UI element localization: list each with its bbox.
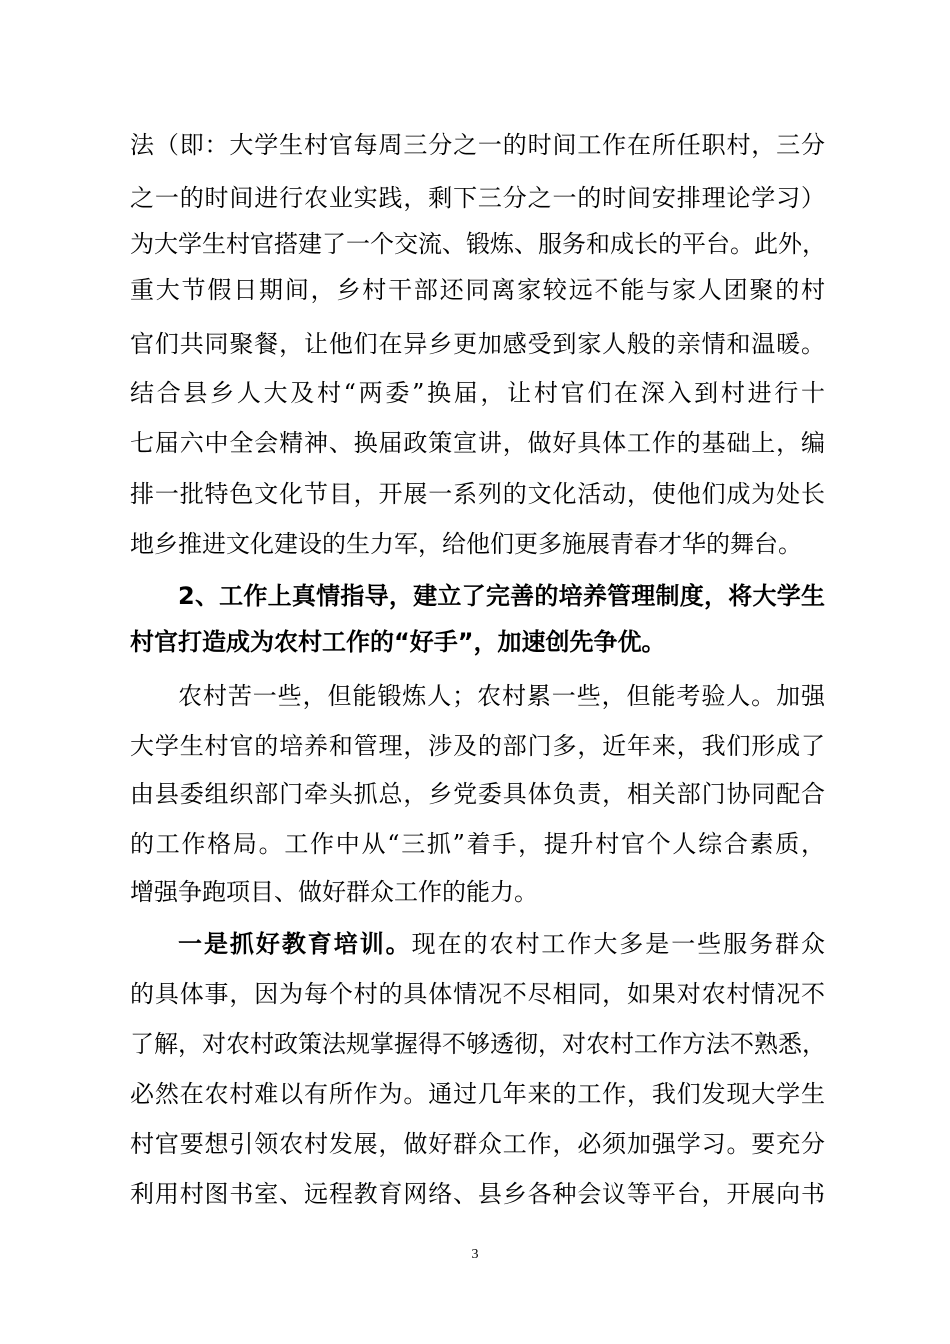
paragraph-line: 了解，对农村政策法规掌握得不够透彻，对农村工作方法不熟悉， — [130, 1030, 826, 1058]
section-heading-line: 2、工作上真情指导，建立了完善的培养管理制度，将大学生 — [178, 582, 825, 610]
paragraph-line: 利用村图书室、远程教育网络、县乡各种会议等平台，开展向书 — [130, 1180, 825, 1208]
paragraph-line: 大学生村官的培养和管理，涉及的部门多，近年来，我们形成了 — [130, 732, 825, 760]
paragraph-line: 增强争跑项目、做好群众工作的能力。 — [130, 878, 538, 906]
paragraph-text: 现在的农村工作大多是一些服务群众 — [411, 930, 825, 958]
paragraph-line: 的工作格局。工作中从“三抓”着手，提升村官个人综合素质， — [130, 830, 825, 858]
paragraph-line: 农村苦一些，但能锻炼人；农村累一些，但能考验人。加强 — [178, 682, 825, 710]
paragraph-line: 结合县乡人大及村“两委”换届，让村官们在深入到村进行十 — [130, 379, 825, 407]
paragraph-line: 地乡推进文化建设的生力军，给他们更多施展青春才华的舞台。 — [130, 530, 802, 558]
paragraph-line: 必然在农村难以有所作为。通过几年来的工作，我们发现大学生 — [130, 1080, 825, 1108]
paragraph-line: 排一批特色文化节目，开展一系列的文化活动，使他们成为处长 — [130, 480, 825, 508]
paragraph-line: 法（即：大学生村官每周三分之一的时间工作在所任职村，三分 — [130, 131, 825, 159]
section-heading-line: 村官打造成为农村工作的“好手”，加速创先争优。 — [130, 628, 666, 656]
paragraph-line: 由县委组织部门牵头抓总，乡党委具体负责，相关部门协同配合 — [130, 780, 825, 808]
paragraph-line — [178, 929, 825, 959]
paragraph-line: 官们共同聚餐，让他们在异乡更加感受到家人般的亲情和温暖。 — [130, 330, 825, 358]
paragraph-lead: 一是抓好教育培训。 — [178, 930, 412, 958]
paragraph-line: 七届六中全会精神、换届政策宣讲，做好具体工作的基础上，编 — [130, 429, 825, 457]
paragraph-line: 重大节假日期间，乡村干部还同离家较远不能与家人团聚的村 — [130, 276, 825, 304]
paragraph-line: 之一的时间进行农业实践，剩下三分之一的时间安排理论学习） — [130, 184, 825, 212]
paragraph-line: 为大学生村官搭建了一个交流、锻炼、服务和成长的平台。此外， — [130, 230, 826, 258]
page-number: 3 — [471, 1247, 479, 1262]
paragraph-line: 的具体事，因为每个村的具体情况不尽相同，如果对农村情况不 — [130, 980, 825, 1008]
paragraph-line: 村官要想引领农村发展，做好群众工作，必须加强学习。要充分 — [130, 1130, 825, 1158]
